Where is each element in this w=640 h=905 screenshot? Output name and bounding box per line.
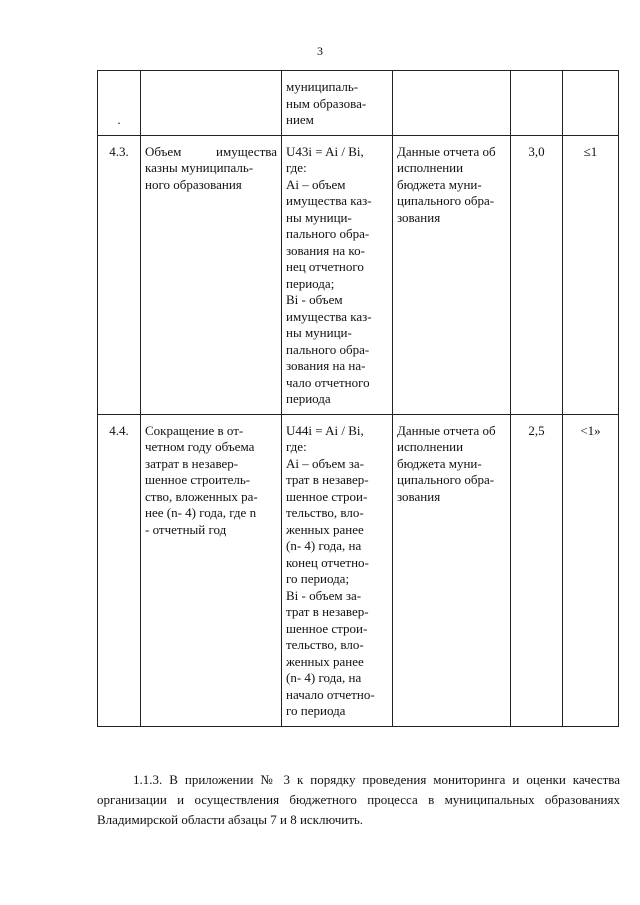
formula-line: (n- 4) года, на — [286, 670, 362, 685]
cell-source — [393, 135, 511, 414]
formula-line: где: — [286, 439, 307, 454]
name-line: Сокращение в от- — [145, 422, 244, 438]
formula-line: Bi - объем — [286, 292, 343, 307]
source-line: Данные отчета об — [397, 143, 496, 159]
formula-line: пального обра- — [286, 341, 370, 357]
row-marker: . — [117, 112, 121, 127]
formula-line: периода — [286, 391, 331, 406]
formula-line: имущества каз- — [286, 308, 372, 324]
page-number: 3 — [317, 44, 323, 58]
amendment-text: 1.1.3. В приложении № 3 к порядку проведения мониторинга и оценки качества организации и осуществления бюджетного процесса в муниципальных образованиях Владимирской области абзацы 7 и 8 исключить. — [97, 772, 620, 827]
source-line: ципального обра- — [397, 193, 495, 208]
cell-name — [141, 71, 282, 136]
name-line: затрат в незавер- — [145, 455, 239, 471]
cell-name — [141, 135, 282, 414]
formula-line: начало отчетно- — [286, 686, 375, 702]
formula-line: го периода — [286, 703, 346, 718]
name-line: четном году объема — [145, 439, 255, 454]
source-line: ципального обра- — [397, 472, 495, 487]
formula-line: зования на ко- — [286, 242, 365, 258]
formula-line: трат в незавер- — [286, 604, 369, 619]
formula-line: зования на на- — [286, 358, 366, 373]
formula-line: пального обра- — [286, 226, 370, 241]
formula-line: женных ранее — [286, 653, 364, 669]
source-line: Данные отчета об — [397, 422, 496, 438]
source-line: зования — [397, 209, 441, 225]
formula-line: U44i = Ai / Bi, — [286, 422, 364, 438]
formula-line: трат в незавер- — [286, 472, 369, 487]
cell-value: 2,5 — [511, 414, 563, 726]
formula-line: шенное строи- — [286, 620, 368, 636]
formula-line: ным образова- — [286, 95, 367, 111]
name-line — [145, 144, 277, 161]
formula-line: чало отчетного — [286, 374, 370, 390]
source-line: бюджета муни- — [397, 455, 482, 471]
source-line: исполнении — [397, 160, 464, 175]
cell-number: 4.3. — [98, 135, 141, 414]
table-row — [98, 414, 619, 726]
name-word: имущества — [216, 143, 277, 159]
name-line: казны муниципаль- — [145, 160, 254, 175]
formula-line: нием — [286, 112, 314, 127]
formula-line: тельство, вло- — [286, 637, 364, 652]
cell-source — [393, 414, 511, 726]
source-line: бюджета муни- — [397, 176, 482, 192]
name-line: ство, вложенных ра- — [145, 488, 258, 504]
cell-name — [141, 414, 282, 726]
formula-line: Bi - объем за- — [286, 587, 362, 603]
source-line: исполнении — [397, 439, 464, 454]
cell-source — [393, 71, 511, 136]
cell-formula — [282, 71, 393, 136]
name-line: нее (n- 4) года, где n — [145, 505, 257, 520]
cell-limit: ≤1 — [563, 135, 619, 414]
cell-formula — [282, 135, 393, 414]
formula-line: тельство, вло- — [286, 505, 364, 520]
cell-limit: <1» — [563, 414, 619, 726]
formula-line: где: — [286, 160, 307, 175]
amendment-paragraph — [97, 770, 620, 830]
indicator-table — [97, 70, 619, 727]
formula-line: шенное строи- — [286, 488, 368, 504]
formula-line: имущества каз- — [286, 193, 372, 208]
table-row — [98, 135, 619, 414]
source-line: зования — [397, 488, 441, 504]
formula-line: периода; — [286, 275, 335, 291]
cell-formula — [282, 414, 393, 726]
formula-line: женных ранее — [286, 521, 364, 537]
formula-line: конец отчетно- — [286, 554, 369, 570]
table-row-continuation — [98, 71, 619, 136]
formula-line: (n- 4) года, на — [286, 538, 362, 553]
cell-value — [511, 71, 563, 136]
formula-line: ны муници- — [286, 209, 352, 225]
cell-limit — [563, 71, 619, 136]
name-line: шенное строитель- — [145, 472, 251, 487]
cell-number — [98, 71, 141, 136]
cell-number: 4.4. — [98, 414, 141, 726]
formula-line: U43i = Ai / Bi, — [286, 143, 364, 159]
formula-line: ны муници- — [286, 325, 352, 340]
formula-line: муниципаль- — [286, 79, 359, 94]
name-line: - отчетный год — [145, 521, 227, 537]
name-line: ного образования — [145, 176, 242, 192]
formula-line: Ai – объем — [286, 176, 346, 192]
name-word: Объем — [145, 143, 182, 159]
formula-line: нец отчетного — [286, 259, 364, 274]
cell-value: 3,0 — [511, 135, 563, 414]
formula-line: Ai – объем за- — [286, 455, 364, 471]
formula-line: го периода; — [286, 571, 350, 586]
